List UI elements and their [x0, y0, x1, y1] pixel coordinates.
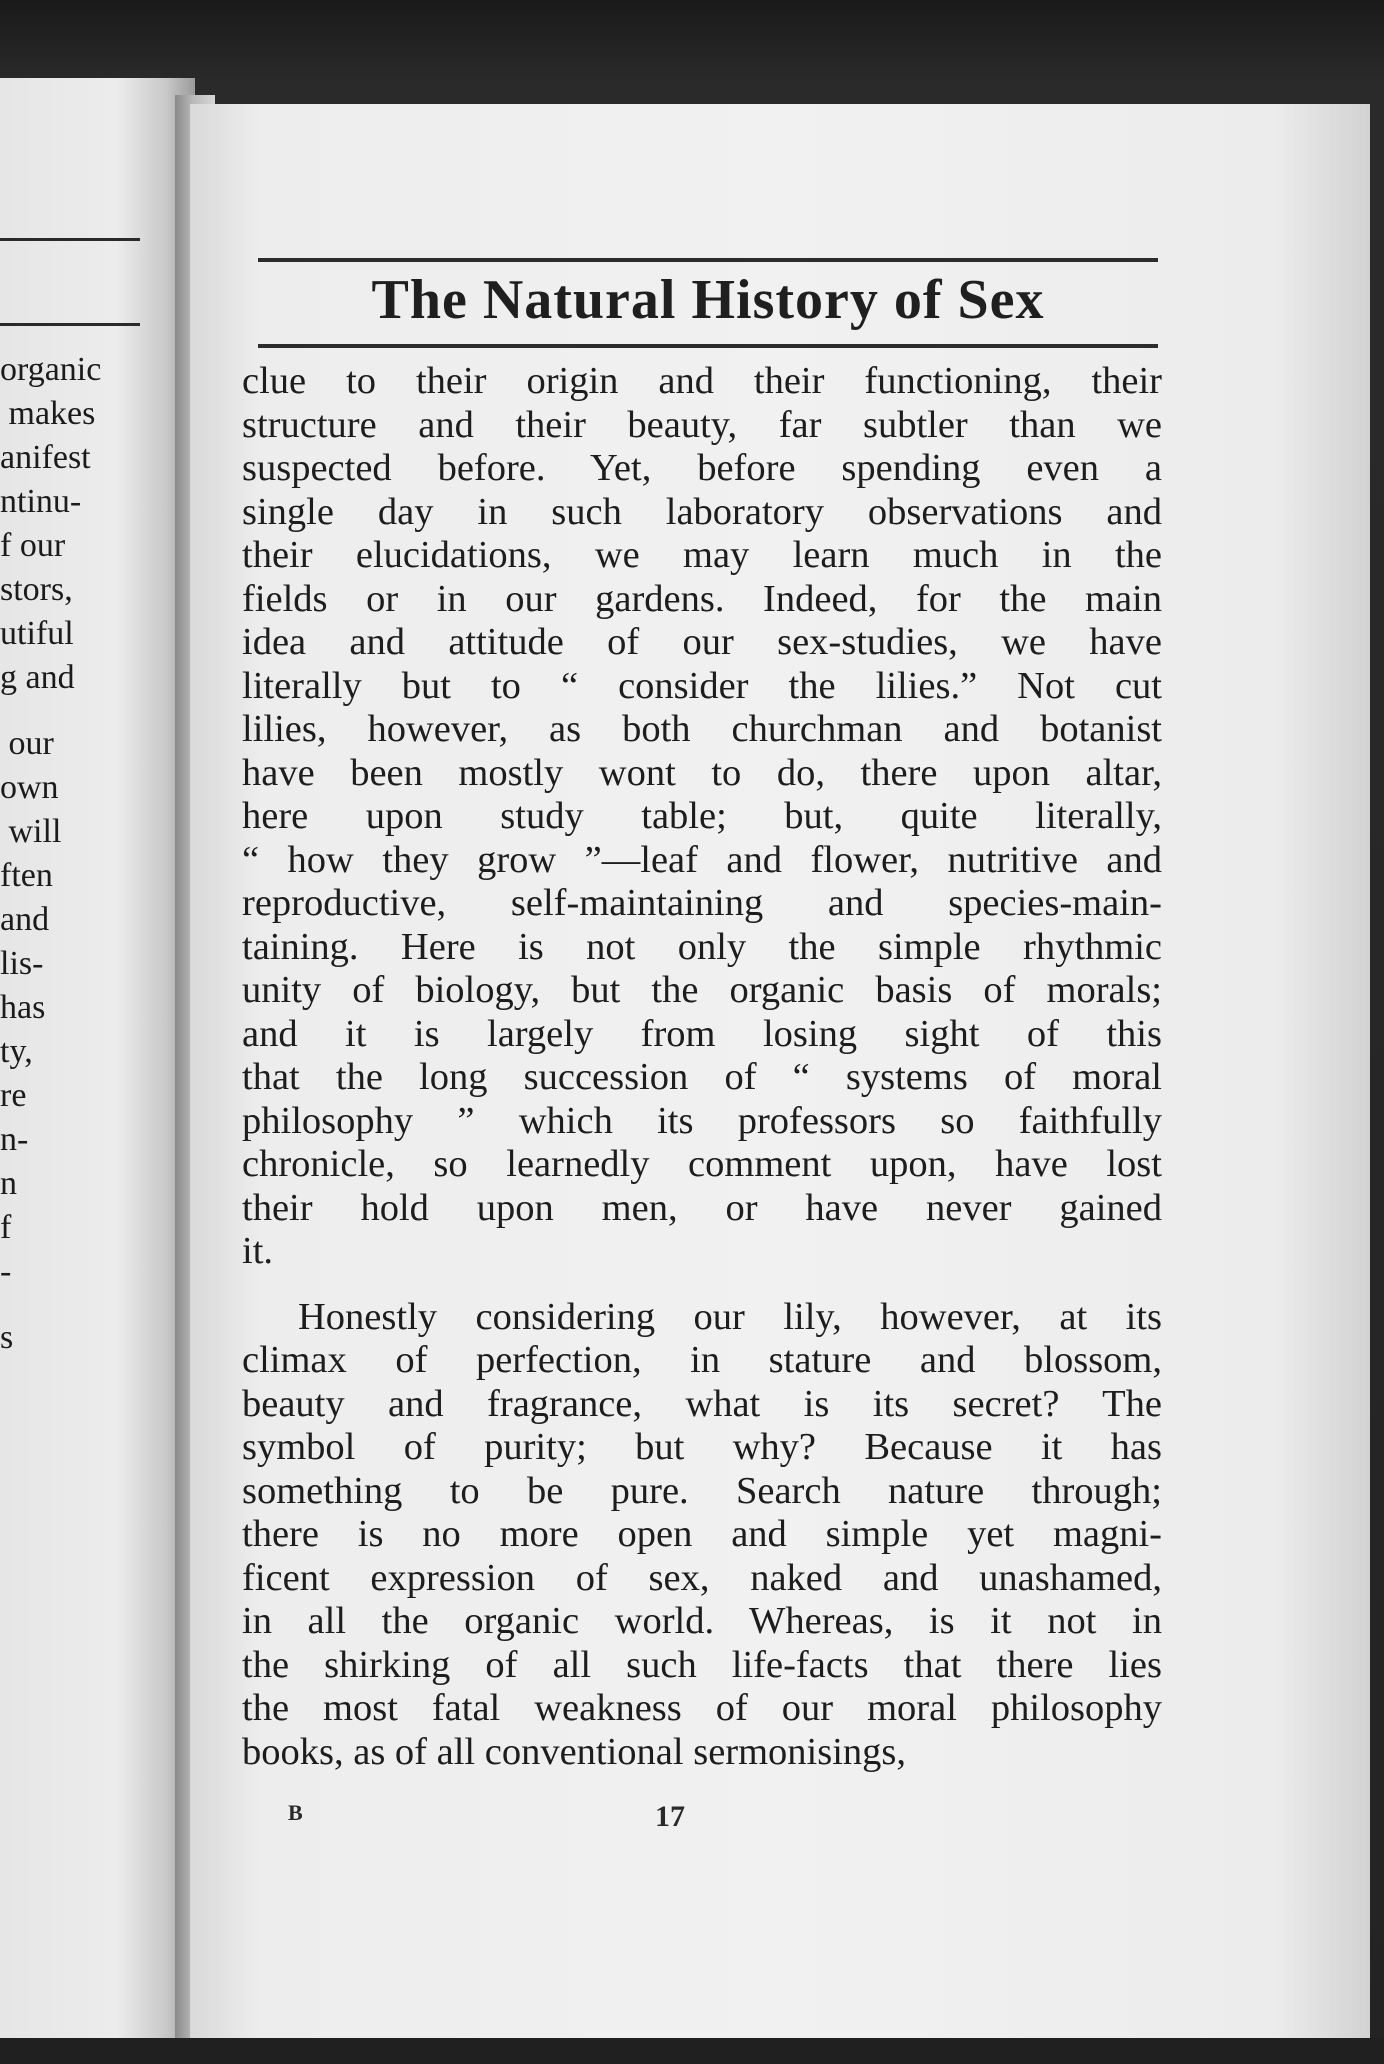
text-line: ficent expression of sex, naked and unashamed,	[242, 1556, 1162, 1599]
facing-page-line	[0, 700, 101, 722]
facing-page-line: our	[0, 725, 54, 762]
text-line: the most fatal weakness of our moral philosophy	[242, 1687, 1162, 1729]
text-line: chronicle, so learnedly comment upon, have lost	[242, 1143, 1162, 1185]
text-line: beauty and fragrance, what is its secret? The	[242, 1382, 1162, 1425]
body-text	[242, 360, 1162, 1774]
facing-page-line: re	[0, 1077, 27, 1114]
running-title: The Natural History of Sex	[371, 269, 1045, 331]
text-line: climax of perfection, in stature and blossom,	[242, 1339, 1162, 1381]
facing-page-line: will	[0, 813, 62, 850]
facing-page-line: organic	[0, 351, 102, 388]
facing-page-line: has	[0, 989, 46, 1026]
facing-page-rule-bottom	[0, 323, 140, 326]
text-line: their elucidations, we may learn much in the	[242, 534, 1162, 576]
facing-page-left	[0, 78, 195, 2038]
facing-page-line: n-	[0, 1121, 29, 1158]
signature-mark: B	[288, 1800, 303, 1825]
text-line: symbol of purity; but why? Because it has	[242, 1426, 1162, 1468]
facing-page-line: ty,	[0, 1033, 33, 1070]
text-line: in all the organic world. Whereas, is it not in	[242, 1600, 1162, 1642]
text-line: reproductive, self-maintaining and species-main-	[242, 882, 1162, 924]
facing-page-line: f our	[0, 527, 66, 564]
facing-page-line: lis-	[0, 945, 44, 982]
facing-page-line: utiful	[0, 615, 74, 652]
scan-bottom-edge	[0, 2038, 1384, 2064]
header-rule-bottom	[258, 344, 1158, 348]
text-line: idea and attitude of our sex-studies, we have	[242, 621, 1162, 663]
facing-page-line: stors,	[0, 571, 73, 608]
text-line: it.	[242, 1230, 274, 1272]
text-line: there is no more open and simple yet magni-	[242, 1513, 1162, 1555]
facing-page-line: ften	[0, 857, 53, 894]
page-number: 17	[655, 1800, 685, 1833]
text-line: single day in such laboratory observations and	[242, 490, 1162, 533]
facing-page-line: n	[0, 1165, 17, 1202]
facing-page-line: and	[0, 901, 50, 938]
text-line: philosophy ” which its professors so faithfully	[242, 1099, 1162, 1142]
text-line: something to be pure. Search nature through;	[242, 1469, 1162, 1512]
text-line: and it is largely from losing sight of this	[242, 1012, 1162, 1055]
facing-page-text	[0, 348, 101, 1360]
text-line: Honestly considering our lily, however, at its	[298, 1295, 1162, 1338]
text-line: that the long succession of “ systems of moral	[242, 1056, 1162, 1098]
facing-page-line: ntinu-	[0, 483, 82, 520]
facing-page-rule-top	[0, 238, 140, 241]
text-line: structure and their beauty, far subtler than we	[242, 403, 1162, 446]
header-rule-top	[258, 258, 1158, 262]
text-line: fields or in our gardens. Indeed, for the main	[242, 577, 1162, 620]
facing-page-line: -	[0, 1253, 12, 1290]
facing-page-line: s	[0, 1319, 14, 1356]
facing-page-line: makes	[0, 395, 96, 432]
facing-page-line	[0, 1294, 101, 1316]
text-line: taining. Here is not only the simple rhythmic	[242, 925, 1162, 968]
text-line: unity of biology, but the organic basis of morals;	[242, 969, 1162, 1011]
text-line: literally but to “ consider the lilies.” Not cut	[242, 664, 1162, 707]
facing-page-line: anifest	[0, 439, 91, 476]
text-line: their hold upon men, or have never gained	[242, 1186, 1162, 1229]
paragraph-gap	[242, 1274, 1162, 1296]
text-line: suspected before. Yet, before spending even a	[242, 447, 1162, 489]
text-line: here upon study table; but, quite literally,	[242, 795, 1162, 837]
text-line: have been mostly wont to do, there upon altar,	[242, 751, 1162, 794]
text-line: lilies, however, as both churchman and botanist	[242, 708, 1162, 750]
text-line: the shirking of all such life-facts that there lies	[242, 1643, 1162, 1686]
text-line: clue to their origin and their functioning, their	[242, 360, 1162, 402]
text-line: “ how they grow ”—leaf and flower, nutritive and	[242, 838, 1162, 881]
facing-page-line: g and	[0, 659, 75, 696]
facing-page-line: f	[0, 1209, 12, 1246]
facing-page-line: own	[0, 769, 59, 806]
text-line: books, as of all conventional sermonisings,	[242, 1730, 907, 1773]
